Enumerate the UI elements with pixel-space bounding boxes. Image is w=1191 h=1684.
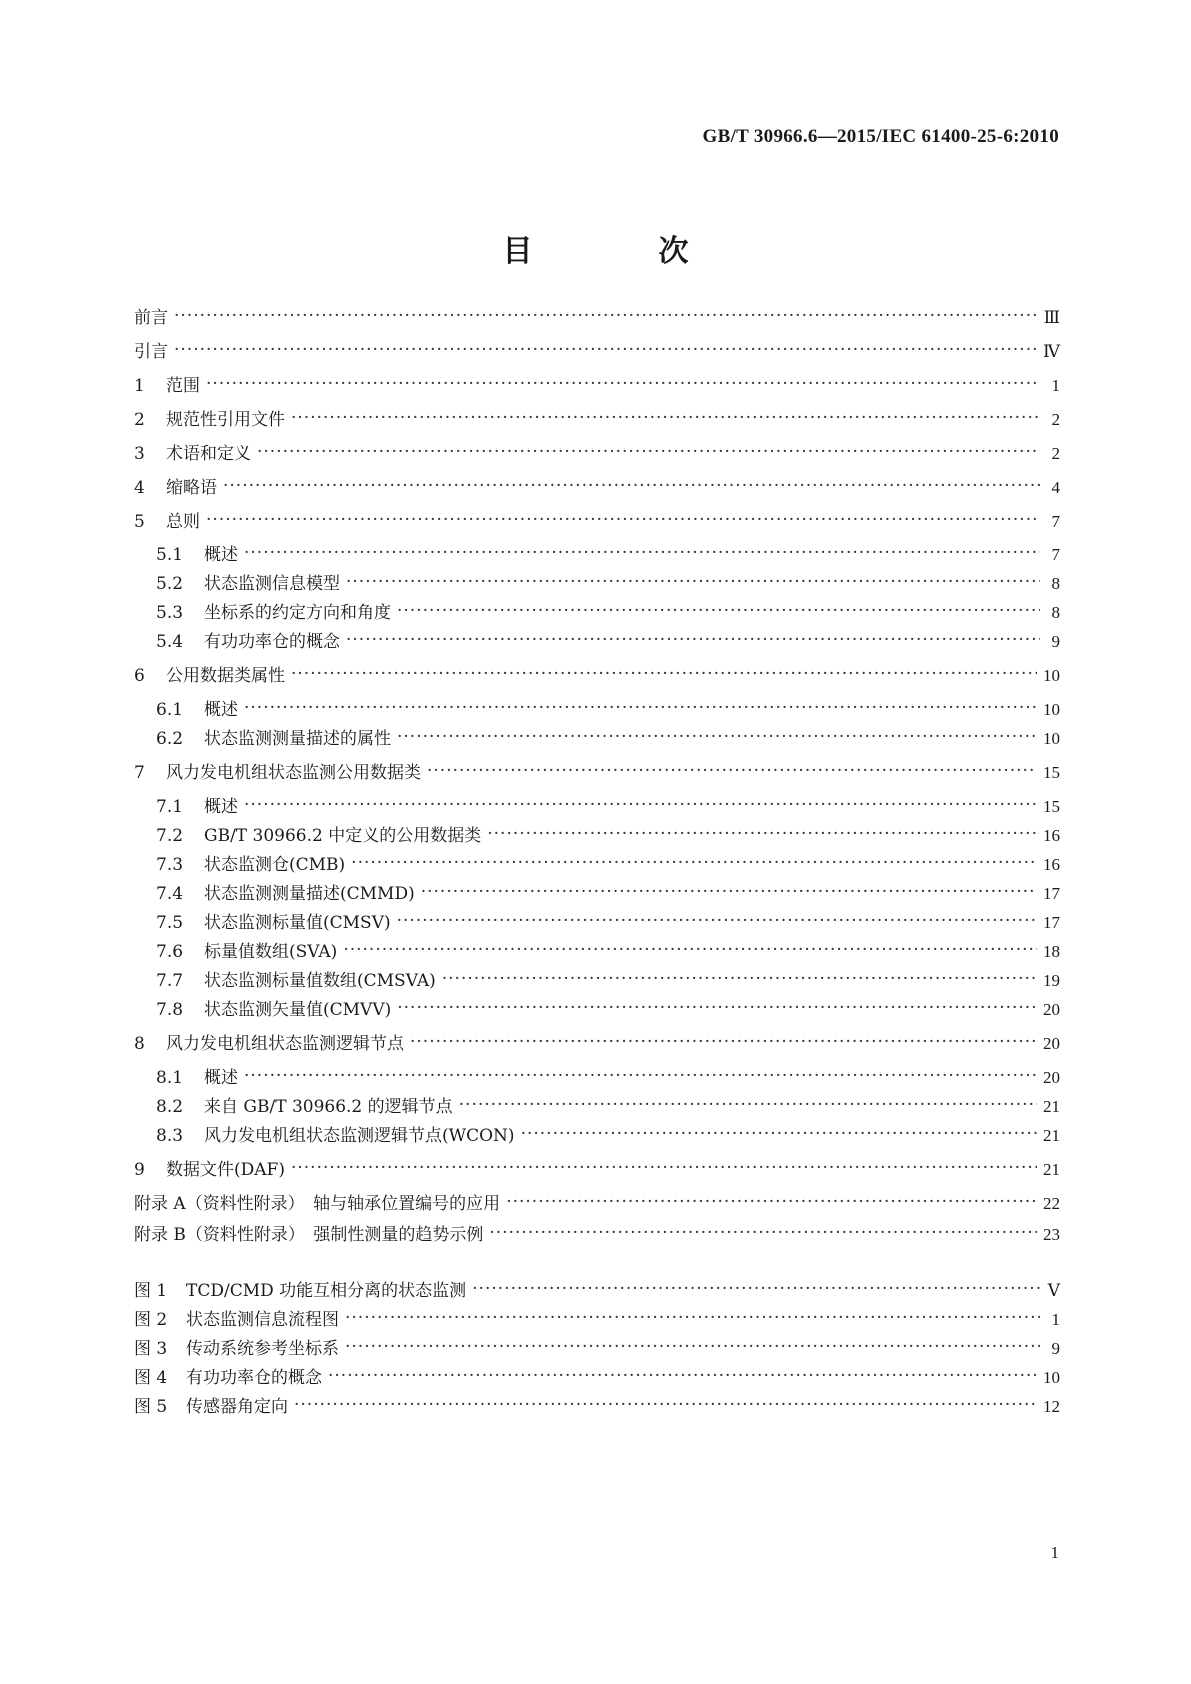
- toc-entry-label: GB/T 30966.2 中定义的公用数据类: [204, 826, 482, 846]
- toc-entry-number: 4: [134, 478, 145, 498]
- toc-entry-page: 23: [1043, 1225, 1060, 1244]
- toc-entry-page: 2: [1051, 410, 1060, 429]
- toc-entry[interactable]: [134, 911, 1060, 935]
- toc-entry-label: 风力发电机组状态监测逻辑节点: [166, 1034, 404, 1054]
- toc-entry-page: 17: [1043, 913, 1060, 932]
- toc-entry-page: Ⅲ: [1043, 308, 1060, 327]
- toc-entry-page: 22: [1043, 1194, 1060, 1213]
- toc-entry-number: 5: [134, 512, 145, 532]
- toc-entry-label: 状态监测测量描述(CMMD): [204, 884, 415, 904]
- toc-entry-label: 有功功率仓的概念: [186, 1368, 322, 1388]
- page-number: 1: [1050, 1543, 1059, 1562]
- toc-entry-label: 规范性引用文件: [166, 410, 285, 430]
- toc-dot-leader: [427, 759, 1037, 783]
- toc-entry[interactable]: [134, 761, 1060, 785]
- toc-entry-label: 状态监测矢量值(CMVV): [204, 1000, 392, 1020]
- toc-dot-leader: [421, 880, 1037, 904]
- toc-entry[interactable]: [134, 1395, 1060, 1419]
- toc-entry-page: 17: [1043, 884, 1060, 903]
- toc-entry[interactable]: [134, 601, 1060, 625]
- toc-entry[interactable]: [134, 408, 1060, 432]
- toc-entry-page: 7: [1051, 545, 1060, 564]
- toc-entry[interactable]: [134, 1308, 1060, 1332]
- toc-entry-label: 数据文件(DAF): [166, 1160, 285, 1180]
- toc-dot-leader: [206, 508, 1040, 532]
- toc-entry-number: 2: [134, 410, 145, 430]
- toc-entry[interactable]: [134, 340, 1060, 364]
- toc-entry-label: 附录 B（资料性附录） 强制性测量的趋势示例: [134, 1225, 484, 1245]
- toc-entry-page: 21: [1043, 1126, 1060, 1145]
- toc-entry-page: Ⅴ: [1047, 1281, 1060, 1300]
- toc-entry-page: 4: [1051, 478, 1060, 497]
- toc-dot-leader: [328, 1364, 1037, 1388]
- toc-entry[interactable]: [134, 442, 1060, 466]
- toc-entry-number: 3: [134, 444, 145, 464]
- toc-dot-leader: [174, 304, 1038, 328]
- toc-dot-leader: [244, 696, 1037, 720]
- toc-entry-number: 6.2: [156, 729, 184, 749]
- toc-entry-page: 9: [1051, 632, 1060, 651]
- toc-entry[interactable]: [134, 1066, 1060, 1090]
- toc-entry-label: 风力发电机组状态监测逻辑节点(WCON): [204, 1126, 515, 1146]
- toc-entry-number: 图 4: [134, 1368, 168, 1388]
- toc-entry-number: 图 2: [134, 1310, 168, 1330]
- toc-dot-leader: [487, 822, 1037, 846]
- toc-entry-page: 20: [1043, 1000, 1060, 1019]
- toc-entry-number: 7.4: [156, 884, 184, 904]
- toc-entry-number: 图 1: [134, 1281, 168, 1301]
- toc-dot-leader: [223, 474, 1040, 498]
- toc-entry-label: 范围: [166, 376, 200, 396]
- toc-entry[interactable]: [134, 572, 1060, 596]
- toc-entry-number: 7.7: [156, 971, 184, 991]
- toc-entry-label: 传感器角定向: [186, 1397, 288, 1417]
- toc-dot-leader: [521, 1122, 1037, 1146]
- toc-entry-number: 5.4: [156, 632, 184, 652]
- toc-entry-page: 20: [1043, 1034, 1060, 1053]
- toc-dot-leader: [291, 662, 1037, 686]
- toc-entry-number: 9: [134, 1160, 145, 1180]
- toc-entry-page: 10: [1043, 1368, 1060, 1387]
- toc-entry[interactable]: [134, 1032, 1060, 1056]
- toc-entry[interactable]: [134, 698, 1060, 722]
- toc-entry-number: 7.6: [156, 942, 184, 962]
- toc-entry-page: Ⅳ: [1043, 342, 1060, 361]
- toc-entry-number: 图 5: [134, 1397, 168, 1417]
- toc-entry-page: 10: [1043, 729, 1060, 748]
- toc-entry[interactable]: [134, 1158, 1060, 1182]
- toc-entry-number: 7.1: [156, 797, 184, 817]
- toc-entry[interactable]: [134, 543, 1060, 567]
- toc-entry-number: 图 3: [134, 1339, 168, 1359]
- toc-entry[interactable]: [134, 664, 1060, 688]
- toc-dot-leader: [345, 1306, 1040, 1330]
- toc-entry-number: 7.8: [156, 1000, 184, 1020]
- toc-dot-leader: [345, 1335, 1040, 1359]
- toc-dot-leader: [244, 1064, 1037, 1088]
- toc-entry[interactable]: [134, 1223, 1060, 1247]
- toc-entry-label: 风力发电机组状态监测公用数据类: [166, 763, 421, 783]
- toc-entry[interactable]: [134, 476, 1060, 500]
- toc-entry[interactable]: [134, 1366, 1060, 1390]
- toc-entry-number: 7: [134, 763, 145, 783]
- toc-entry[interactable]: [134, 853, 1060, 877]
- toc-entry-label: 来自 GB/T 30966.2 的逻辑节点: [204, 1097, 453, 1117]
- toc-entry-label: TCD/CMD 功能互相分离的状态监测: [186, 1281, 467, 1301]
- toc-dot-leader: [291, 1156, 1037, 1180]
- toc-dot-leader: [410, 1030, 1037, 1054]
- toc-entry-label: 标量值数组(SVA): [204, 942, 338, 962]
- toc-dot-leader: [174, 338, 1037, 362]
- toc-entry-label: 有功功率仓的概念: [204, 632, 340, 652]
- toc-dot-leader: [244, 793, 1037, 817]
- toc-entry-number: 7.5: [156, 913, 184, 933]
- toc-entry-label: 状态监测测量描述的属性: [204, 729, 391, 749]
- toc-entry[interactable]: [134, 1279, 1060, 1303]
- toc-entry-label: 缩略语: [166, 478, 217, 498]
- toc-entry-label: 前言: [134, 308, 168, 328]
- toc-entry-number: 5.3: [156, 603, 184, 623]
- toc-dot-leader: [351, 851, 1037, 875]
- toc-entry[interactable]: [134, 795, 1060, 819]
- toc-entry-label: 公用数据类属性: [166, 666, 285, 686]
- toc-dot-leader: [257, 440, 1040, 464]
- toc-entry-page: 18: [1043, 942, 1060, 961]
- toc-entry-label: 状态监测仓(CMB): [204, 855, 346, 875]
- toc-entry[interactable]: [134, 510, 1060, 534]
- toc-entry-page: 15: [1043, 763, 1060, 782]
- toc-entry-number: 7.2: [156, 826, 184, 846]
- toc-entry-label: 附录 A（资料性附录） 轴与轴承位置编号的应用: [134, 1194, 501, 1214]
- toc-entry-label: 坐标系的约定方向和角度: [204, 603, 391, 623]
- toc-entry[interactable]: [134, 940, 1060, 964]
- toc-entry-label: 概述: [204, 545, 238, 565]
- toc-entry-label: 术语和定义: [166, 444, 251, 464]
- toc-entry-label: 状态监测标量值(CMSV): [204, 913, 391, 933]
- toc-entry-page: 16: [1043, 826, 1060, 845]
- toc-dot-leader: [343, 938, 1037, 962]
- toc-dot-leader: [506, 1190, 1037, 1214]
- toc-dot-leader: [397, 725, 1037, 749]
- standard-code: GB/T 30966.6—2015/IEC 61400-25-6:2010: [702, 126, 1059, 147]
- toc-entry-page: 15: [1043, 797, 1060, 816]
- toc-entry-label: 概述: [204, 1068, 238, 1088]
- toc-entry[interactable]: [134, 306, 1060, 330]
- toc-entry-label: 状态监测标量值数组(CMSVA): [204, 971, 436, 991]
- toc-entry-page: 19: [1043, 971, 1060, 990]
- toc-entry[interactable]: [134, 630, 1060, 654]
- toc-entry-label: 概述: [204, 797, 238, 817]
- toc-dot-leader: [346, 628, 1040, 652]
- toc-entry[interactable]: [134, 374, 1060, 398]
- toc-entry-page: 10: [1043, 666, 1060, 685]
- toc-entry-number: 5.2: [156, 574, 184, 594]
- toc-entry-page: 1: [1051, 376, 1060, 395]
- toc-dot-leader: [244, 541, 1040, 565]
- toc-entry-number: 5.1: [156, 545, 184, 565]
- toc-entry-page: 1: [1051, 1310, 1060, 1329]
- toc-dot-leader: [397, 909, 1037, 933]
- toc-entry-label: 状态监测信息流程图: [186, 1310, 339, 1330]
- toc-entry-page: 9: [1051, 1339, 1060, 1358]
- toc-entry-page: 20: [1043, 1068, 1060, 1087]
- toc-entry-number: 8.2: [156, 1097, 184, 1117]
- toc-entry-number: 1: [134, 376, 145, 396]
- toc-entry-page: 7: [1051, 512, 1060, 531]
- toc-dot-leader: [206, 372, 1040, 396]
- toc-entry[interactable]: [134, 824, 1060, 848]
- toc-entry-number: 8.1: [156, 1068, 184, 1088]
- toc-entry-page: 8: [1051, 603, 1060, 622]
- toc-dot-leader: [291, 406, 1040, 430]
- toc-dot-leader: [442, 967, 1037, 991]
- toc-entry-page: 8: [1051, 574, 1060, 593]
- toc-dot-leader: [489, 1221, 1037, 1245]
- toc-entry-number: 6: [134, 666, 145, 686]
- toc-entry-label: 总则: [166, 512, 200, 532]
- toc-entry[interactable]: [134, 1124, 1060, 1148]
- toc-entry-page: 21: [1043, 1160, 1060, 1179]
- toc-entry-label: 状态监测信息模型: [204, 574, 340, 594]
- toc-entry-page: 21: [1043, 1097, 1060, 1116]
- toc-entry-number: 8.3: [156, 1126, 184, 1146]
- toc-entry-page: 10: [1043, 700, 1060, 719]
- toc-dot-leader: [472, 1277, 1040, 1301]
- toc-entry-page: 12: [1043, 1397, 1060, 1416]
- toc-dot-leader: [459, 1093, 1037, 1117]
- toc-entry-page: 16: [1043, 855, 1060, 874]
- toc-entry-number: 8: [134, 1034, 145, 1054]
- toc-dot-leader: [397, 599, 1040, 623]
- toc-entry-page: 2: [1051, 444, 1060, 463]
- toc-entry[interactable]: [134, 727, 1060, 751]
- toc-entry-label: 概述: [204, 700, 238, 720]
- page-title: 目 次: [502, 234, 737, 269]
- toc-entry[interactable]: [134, 1095, 1060, 1119]
- toc-entry-label: 传动系统参考坐标系: [186, 1339, 339, 1359]
- toc-entry[interactable]: [134, 998, 1060, 1022]
- toc-entry[interactable]: [134, 1337, 1060, 1361]
- toc-entry[interactable]: [134, 969, 1060, 993]
- toc-dot-leader: [294, 1393, 1037, 1417]
- toc-entry[interactable]: [134, 1192, 1060, 1216]
- toc-dot-leader: [346, 570, 1040, 594]
- toc-entry-number: 7.3: [156, 855, 184, 875]
- toc-dot-leader: [397, 996, 1037, 1020]
- toc-entry-number: 6.1: [156, 700, 184, 720]
- toc-entry-label: 引言: [134, 342, 168, 362]
- toc-entry[interactable]: [134, 882, 1060, 906]
